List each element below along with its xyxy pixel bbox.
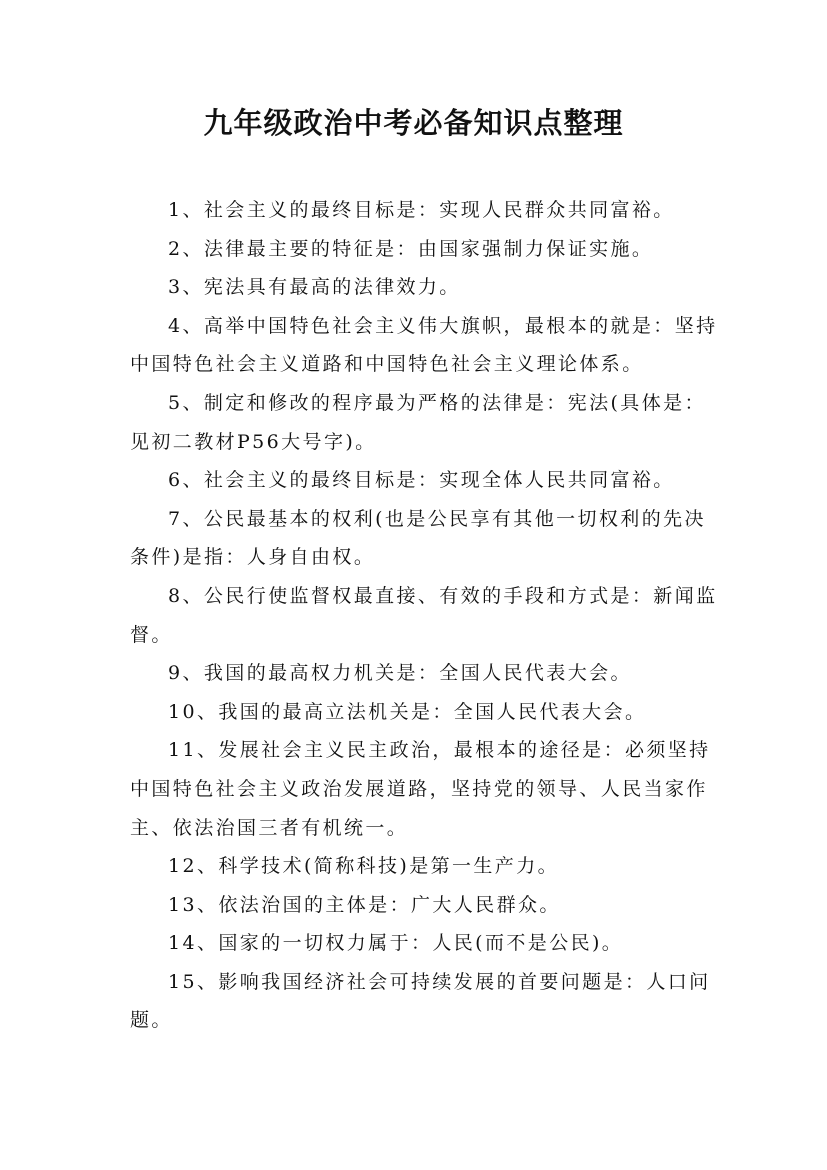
knowledge-point-item: 8、公民行使监督权最直接、有效的手段和方式是：新闻监督。 (130, 584, 718, 646)
knowledge-point-item: 6、社会主义的最终目标是：实现全体人民共同富裕。 (168, 469, 675, 492)
knowledge-point-item: 4、高举中国特色社会主义伟大旗帜，最根本的就是：坚持中国特色社会主义道路和中国特色社会主义理论体系。 (130, 314, 718, 376)
knowledge-point-item: 1、社会主义的最终目标是：实现人民群众共同富裕。 (168, 199, 675, 221)
knowledge-point-item: 7、公民最基本的权利(也是公民享有其他一切权利的先决条件)是指：人身自由权。 (130, 507, 706, 569)
knowledge-point-list (130, 191, 720, 1040)
knowledge-point-item: 12、科学技术(简称科技)是第一生产力。 (168, 855, 560, 878)
knowledge-point-item: 5、制定和修改的程序最为严格的法律是：宪法(具体是：见初二教材P56大号字)。 (130, 391, 706, 453)
knowledge-point-item: 2、法律最主要的特征是：由国家强制力保证实施。 (168, 237, 654, 260)
knowledge-point-item: 3、宪法具有最高的法律效力。 (168, 276, 461, 299)
document-title: 九年级政治中考必备知识点整理 (203, 106, 624, 140)
knowledge-point-item: 14、国家的一切权力属于：人民(而不是公民)。 (168, 932, 624, 955)
knowledge-point-item: 15、影响我国经济社会可持续发展的首要问题是：人口问题。 (130, 970, 711, 1032)
knowledge-point-item: 13、依法治国的主体是：广大人民群众。 (168, 893, 561, 916)
knowledge-point-item: 9、我国的最高权力机关是：全国人民代表大会。 (168, 662, 632, 685)
knowledge-point-item: 10、我国的最高立法机关是：全国人民代表大会。 (168, 700, 647, 723)
knowledge-point-item: 11、发展社会主义民主政治，最根本的途径是：必须坚持中国特色社会主义政治发展道路，坚持党的领导、人民当家作主、依法治国三者有机统一。 (130, 739, 711, 839)
